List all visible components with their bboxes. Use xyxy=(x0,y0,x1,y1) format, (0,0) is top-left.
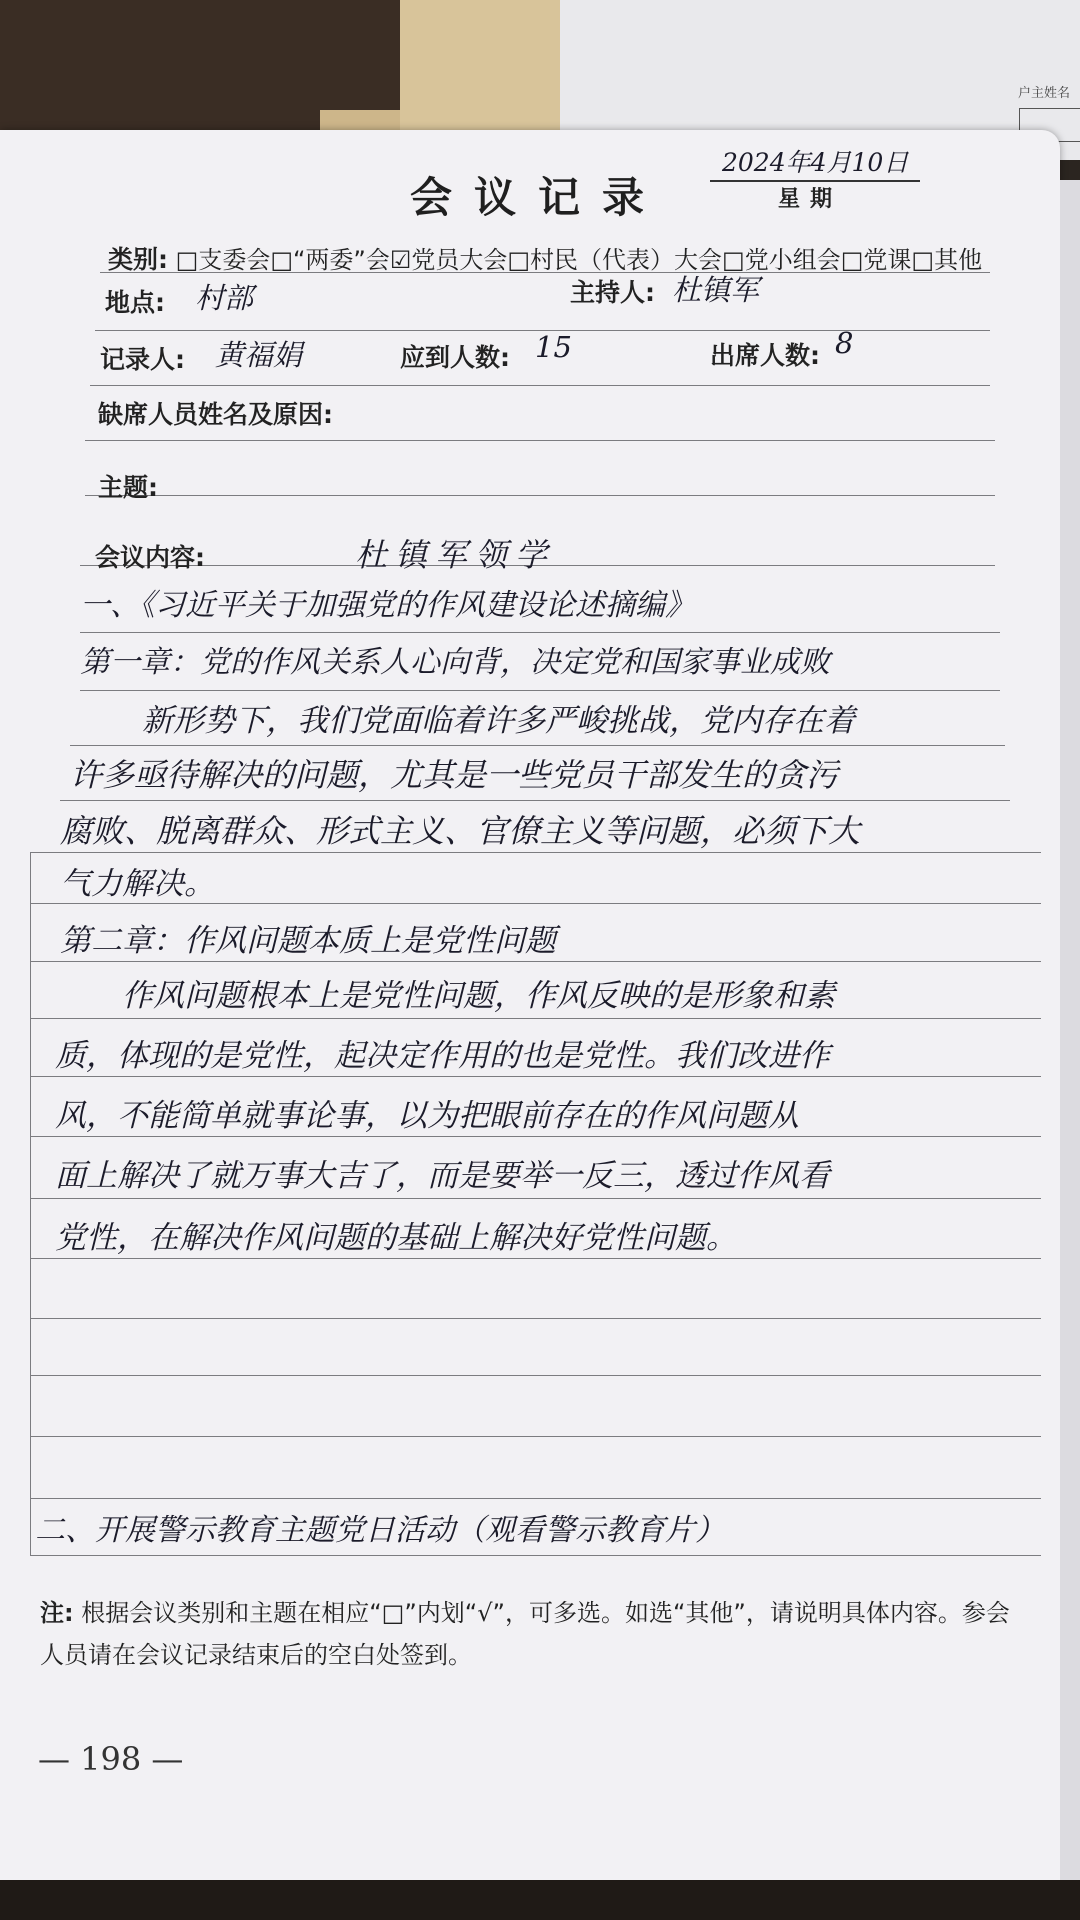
content-line: 新形势下，我们党面临着许多严峻挑战，党内存在着 xyxy=(80,703,855,739)
content-line: 质，体现的是党性，起决定作用的也是党性。我们改进作 xyxy=(55,1038,830,1074)
ruled-line xyxy=(60,800,1010,801)
grid-line xyxy=(31,903,1041,904)
content-line: 面上解决了就万事大吉了，而是要举一反三，透过作风看 xyxy=(55,1158,830,1194)
category-options: □支委会□“两委”会☑党员大会□村民（代表）大会□党小组会□党课□其他 xyxy=(175,246,983,274)
attended-count-value: 8 xyxy=(835,326,854,360)
grid-line xyxy=(31,1318,1041,1319)
category-row xyxy=(108,240,982,276)
side-paper-label: 户主姓名 xyxy=(1017,86,1070,101)
content-line: 党性，在解决作风问题的基础上解决好党性问题。 xyxy=(55,1220,737,1256)
envelope xyxy=(400,0,560,150)
page-number: — 198 — xyxy=(38,1740,184,1778)
ruled-line xyxy=(80,690,1000,691)
grid-line xyxy=(31,961,1041,962)
ruled-line xyxy=(90,385,990,386)
expected-count-value: 15 xyxy=(535,330,572,364)
host-value: 杜镇军 xyxy=(672,273,760,307)
grid-line xyxy=(31,1198,1041,1199)
ruled-line xyxy=(80,632,1000,633)
location-value: 村部 xyxy=(195,281,254,315)
content-line: 第一章：党的作风关系人心向背，决定党和国家事业成败 xyxy=(80,645,830,680)
meeting-date: 2024年4月10日 xyxy=(722,148,909,177)
ruled-line xyxy=(85,495,995,496)
location-label: 地点: xyxy=(105,288,165,317)
content-line: 作风问题根本上是党性问题，作风反映的是形象和素 xyxy=(60,978,835,1014)
topic-label: 主题: xyxy=(98,473,158,502)
host-label: 主持人: xyxy=(570,278,655,307)
grid-line xyxy=(31,1498,1041,1499)
page-title: 会议记录 xyxy=(410,173,667,222)
grid-line xyxy=(31,1436,1041,1437)
content-line: 第二章：作风问题本质上是党性问题 xyxy=(60,923,556,959)
footnote-text: 根据会议类别和主题在相应“□”内划“√”，可多选。如选“其他”，请说明具体内容。参会人员请在会议记录结束后的空白处签到。 xyxy=(40,1599,1010,1669)
content-line: 腐败、脱离群众、形式主义、官僚主义等问题，必须下大 xyxy=(60,812,861,850)
grid-line xyxy=(31,1076,1041,1077)
grid-line xyxy=(31,1375,1041,1376)
ruled-line xyxy=(70,745,1005,746)
attended-count-label: 出席人数: xyxy=(710,341,820,370)
ruled-line xyxy=(85,440,995,441)
content-line: 气力解决。 xyxy=(60,866,215,902)
absent-label: 缺席人员姓名及原因: xyxy=(98,400,333,429)
content-line: 风，不能简单就事论事，以为把眼前存在的作风问题从 xyxy=(55,1098,799,1134)
content-line: 一、《习近平关于加强党的作风建设论述摘编》 xyxy=(80,588,695,623)
grid-line xyxy=(31,1018,1041,1019)
expected-count-label: 应到人数: xyxy=(400,343,510,372)
content-label: 会议内容: xyxy=(95,543,205,572)
content-line: 二、开展警示教育主题党日活动（观看警示教育片） xyxy=(35,1513,725,1548)
recorder-label: 记录人: xyxy=(100,345,185,374)
recorder-value: 黄福娟 xyxy=(215,338,303,372)
footnote-prefix: 注: xyxy=(40,1599,74,1627)
footnote xyxy=(40,1592,1030,1676)
content-line: 许多亟待解决的问题，尤其是一些党员干部发生的贪污 xyxy=(70,756,839,794)
content-value: 杜镇军领学 xyxy=(355,536,556,574)
category-label: 类别: xyxy=(108,245,168,274)
grid-line xyxy=(31,1258,1041,1259)
weekday-label: 星期 xyxy=(778,187,843,212)
page-edge xyxy=(1060,180,1080,1890)
grid-line xyxy=(31,1136,1041,1137)
bottom-shadow xyxy=(0,1880,1080,1920)
